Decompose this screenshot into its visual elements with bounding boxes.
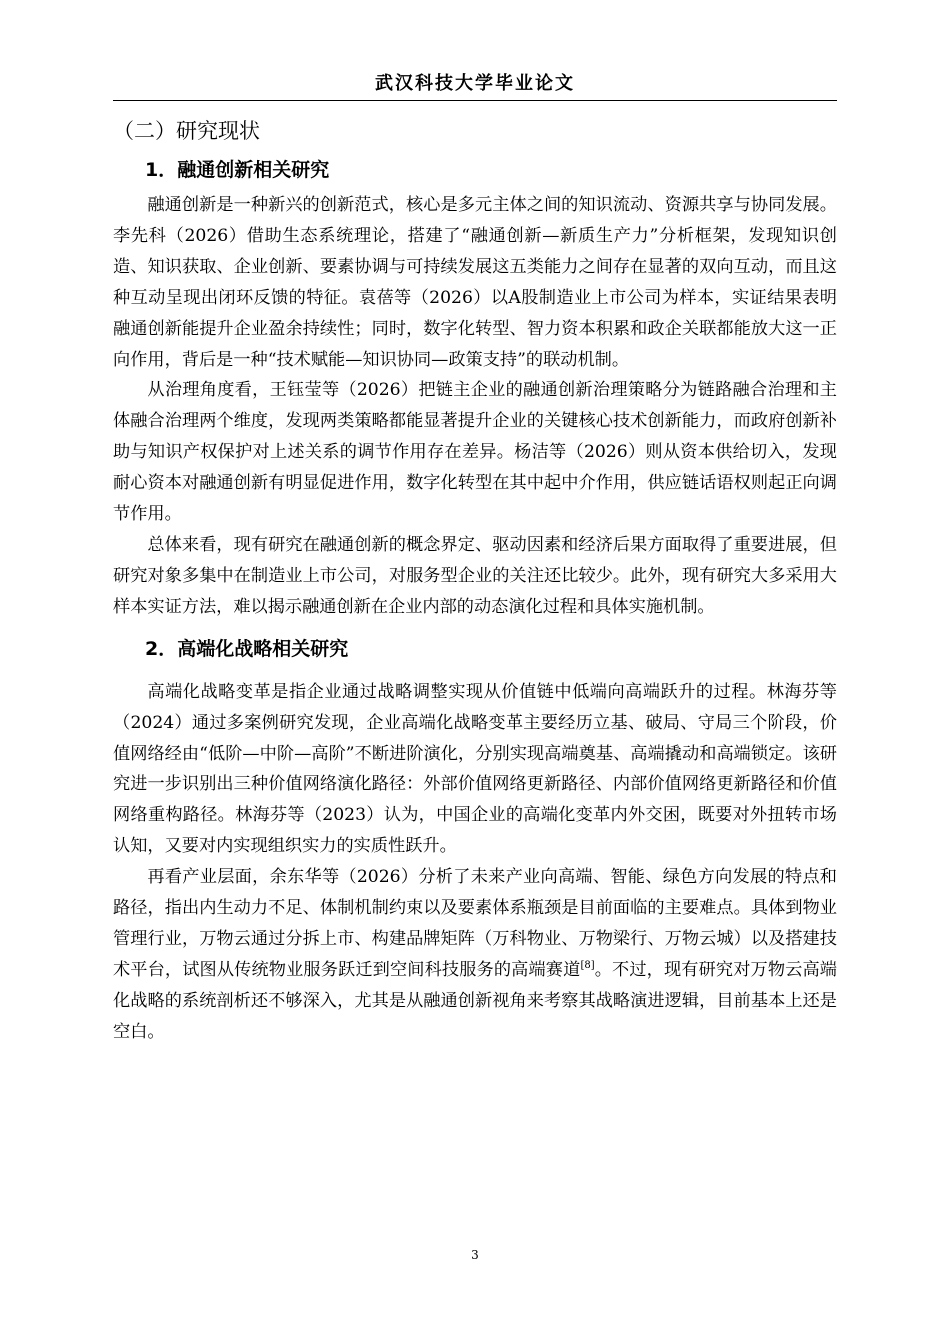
- subsection-title-2: 2．高端化战略相关研究: [145, 637, 349, 660]
- paragraph-text: 再看产业层面，余东华等（2026）分析了未来产业向高端、智能、绿色方向发展的特点和路径，指出内生动力不足、体制机制约束以及要素体系瓶颈是目前面临的主要难点。具体到物业管理行业，万物云通过分拆上市、构建品牌矩阵（万科物业、万物梁行、万物云城）以及搭建技术平台，试图从传统物业服务跃迁到空间科技服务的高端赛道: [113, 867, 837, 980]
- page-number: 3: [471, 1248, 479, 1262]
- paragraph-text: 。不过，现有研究对万物云高端化战略的系统剖析还不够深入，尤其是从融通创新视角来考察其战略演进逻辑，目前基本上还是空白。: [113, 959, 837, 1042]
- header-rule: [113, 100, 837, 101]
- paragraph: [113, 862, 837, 1047]
- paragraph: 总体来看，现有研究在融通创新的概念界定、驱动因素和经济后果方面取得了重要进展，但研究对象多集中在制造业上市公司，对服务型企业的关注还比较少。此外，现有研究大多采用大样本实证方法，难以揭示融通创新在企业内部的动态演化过程和具体实施机制。: [113, 534, 837, 617]
- paragraph: 融通创新是一种新兴的创新范式，核心是多元主体之间的知识流动、资源共享与协同发展。李先科（2026）借助生态系统理论，搭建了“融通创新—新质生产力”分析框架，发现知识创造、知识获取、企业创新、要素协调与可持续发展这五类能力之间存在显著的双向互动，而且这种互动呈现出闭环反馈的特征。袁蓓等（2026）以A股制造业上市公司为样本，实证结果表明融通创新能提升企业盈余持续性；同时，数字化转型、智力资本积累和政企关联都能放大这一正向作用，背后是一种“技术赋能—知识协同—政策支持”的联动机制。: [113, 195, 837, 370]
- paragraph: 从治理角度看，王钰莹等（2026）把链主企业的融通创新治理策略分为链路融合治理和主体融合治理两个维度，发现两类策略都能显著提升企业的关键核心技术创新能力，而政府创新补助与知识产权保护对上述关系的调节作用存在差异。杨洁等（2026）则从资本供给切入，发现耐心资本对融通创新有明显促进作用，数字化转型在其中起中介作用，供应链话语权则起正向调节作用。: [113, 380, 837, 525]
- running-header: 武汉科技大学毕业论文: [375, 73, 575, 94]
- subsection-title-1: 1．融通创新相关研究: [145, 159, 330, 181]
- section-title: （二）研究现状: [113, 119, 260, 143]
- citation-ref[interactable]: [8]: [580, 959, 595, 971]
- main-content: [113, 112, 837, 1048]
- paragraph: 高端化战略变革是指企业通过战略调整实现从价值链中低端向高端跃升的过程。林海芬等（2024）通过多案例研究发现，企业高端化战略变革主要经历立基、破局、守局三个阶段，价值网络经由“低阶—中阶—高阶”不断进阶演化，分别实现高端奠基、高端撬动和高端锁定。该研究进一步识别出三种价值网络演化路径：外部价值网络更新路径、内部价值网络更新路径和价值网络重构路径。林海芬等（2023）认为，中国企业的高端化变革内外交困，既要对外扭转市场认知，又要对内实现组织实力的实质性跃升。: [113, 681, 837, 857]
